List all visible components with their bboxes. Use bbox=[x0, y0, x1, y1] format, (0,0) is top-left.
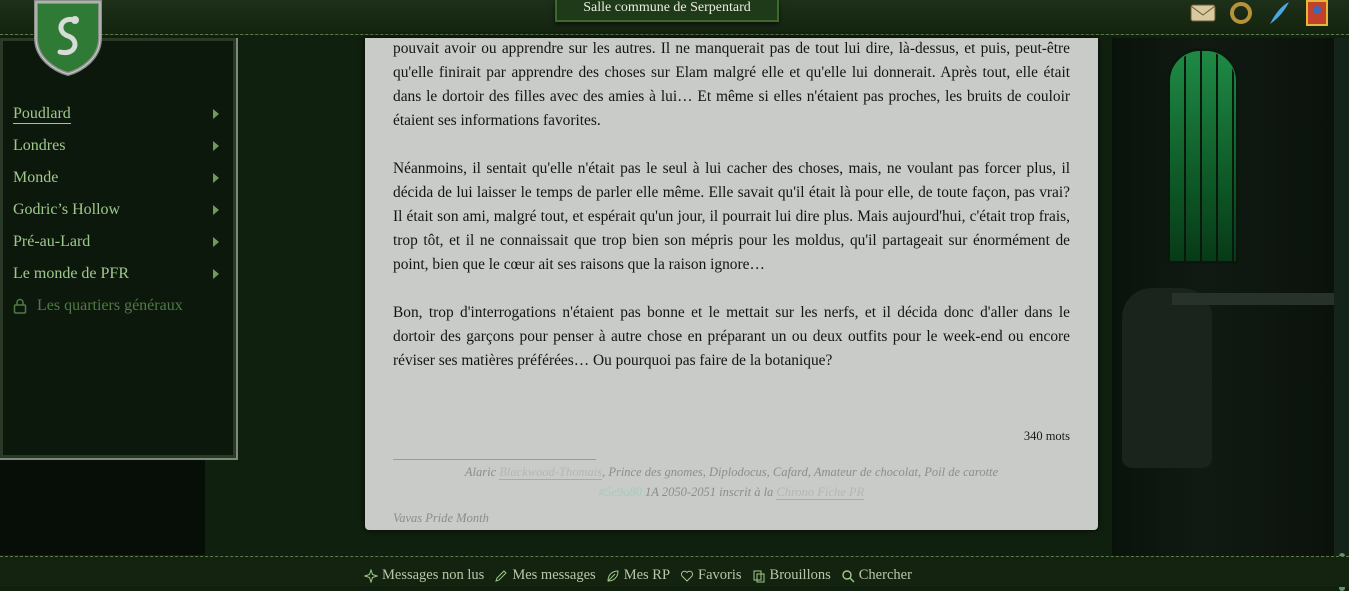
chevron-right-icon bbox=[213, 269, 219, 279]
unread-messages-link[interactable] bbox=[364, 567, 484, 584]
word-count: 340 mots bbox=[1023, 429, 1070, 443]
nav-item-pre-au-lard[interactable] bbox=[13, 226, 223, 258]
nav-item-label: Le monde de PFR bbox=[13, 264, 129, 282]
signature-surname-link[interactable]: Blackwood-Thomais bbox=[499, 465, 603, 479]
signature-hash: #5e9a80 bbox=[598, 485, 642, 499]
portrait-icon[interactable] bbox=[1303, 0, 1331, 26]
my-messages-link[interactable] bbox=[494, 567, 595, 584]
nav-list bbox=[13, 98, 223, 322]
top-bar bbox=[0, 0, 1349, 35]
envelope-icon[interactable] bbox=[1189, 0, 1217, 26]
link-label: Brouillons bbox=[769, 567, 831, 583]
nav-item-label: Londres bbox=[13, 136, 66, 154]
chevron-right-icon bbox=[213, 141, 219, 151]
my-rp-link[interactable] bbox=[606, 567, 670, 584]
chevron-right-icon bbox=[213, 237, 219, 247]
nav-item-label: Les quartiers généraux bbox=[37, 297, 183, 314]
ring-icon[interactable] bbox=[1227, 0, 1255, 26]
nav-item-label: Pré-au-Lard bbox=[13, 232, 91, 250]
bottom-links bbox=[364, 567, 912, 584]
heart-icon bbox=[680, 569, 694, 583]
post-paragraph: pouvait avoir ou apprendre sur les autres. Il ne manquerait pas de tout lui dire, là-dessus, et puis, peut-être qu'elle finirait par apprendre des choses sur Elam malgré elle et qu'elle lui donnerait. Après tout, elle était dans le dortoir des filles avec des amies à lui… Et même si elles n'étaient pas proches, les bruits de couloir étaient ses informations favorites. bbox=[393, 40, 1070, 129]
signature-footer: Vavas Pride Month bbox=[393, 511, 489, 525]
window-sill bbox=[1172, 293, 1334, 305]
bottom-bar bbox=[0, 556, 1349, 587]
nav-item-quartiers-generaux[interactable] bbox=[13, 290, 223, 322]
stained-window bbox=[1167, 48, 1239, 264]
nav-item-monde-pfr[interactable] bbox=[13, 258, 223, 290]
slytherin-crest-icon bbox=[30, 0, 106, 74]
signature-titles: , Prince des gnomes, Diplodocus, Cafard, Amateur de chocolat, Poil de carotte bbox=[602, 465, 999, 479]
link-label: Favoris bbox=[698, 567, 742, 583]
nav-item-godrics-hollow[interactable] bbox=[13, 194, 223, 226]
drafts-link[interactable] bbox=[752, 567, 831, 584]
link-label: Mes messages bbox=[512, 567, 596, 583]
link-label: Chercher bbox=[858, 567, 912, 583]
search-icon bbox=[841, 569, 855, 583]
lock-icon bbox=[13, 298, 27, 314]
background-scene bbox=[1112, 38, 1334, 556]
chevron-right-icon bbox=[213, 109, 219, 119]
signature-year: 1A 2050-2051 inscrit à la bbox=[641, 485, 777, 499]
sparkle-icon bbox=[364, 569, 378, 583]
favorites-link[interactable] bbox=[680, 567, 742, 584]
post-body bbox=[393, 38, 1070, 397]
armchair bbox=[1122, 288, 1212, 468]
post-paragraph: Néanmoins, il sentait qu'elle n'était pas le seul à lui cacher des choses, mais, ne voulant pas forcer plus, il décida de lui laisser le temps de parler elle même. Elle savait qu'il était là pour elle, de toute façon, pas vrai? Il était son ami, malgré tout, et espérait qu'un jour, il pourrait lui dire plus. Mais aujourd'hui, c'était trop frais, trop tôt, et il ne connaissait que trop bien son mépris pour les moldus, qu'il partageait sur énormément de point, bien que le cœur ait ses raisons que la raison ignore… bbox=[393, 160, 1070, 273]
drafts-icon bbox=[752, 569, 766, 583]
chrono-fiche-link[interactable]: Chrono Fiche PR bbox=[776, 485, 865, 499]
top-icons bbox=[1189, 0, 1331, 26]
link-label: Messages non lus bbox=[382, 567, 485, 583]
nav-item-poudlard[interactable] bbox=[13, 98, 223, 130]
nav-item-label: Godric’s Hollow bbox=[13, 200, 121, 218]
left-bottom-background bbox=[0, 460, 205, 555]
chevron-right-icon bbox=[213, 205, 219, 215]
nav-item-label: Monde bbox=[13, 168, 59, 186]
quill-icon[interactable] bbox=[1265, 0, 1293, 26]
post-card bbox=[365, 38, 1098, 530]
signature-first-name: Alaric bbox=[464, 465, 497, 479]
signature bbox=[393, 465, 1070, 526]
search-link[interactable] bbox=[841, 567, 912, 584]
post-paragraph: Bon, trop d'interrogations n'étaient pas bonne et le mettait sur les nerfs, et il décida donc d'aller dans le dortoir des garçons pour penser à autre chose en préparant un ou deux outfits pour le week-end ou encore réviser ses matières préférées… Ou pourquoi pas faire de la botanique? bbox=[393, 304, 1070, 369]
nav-item-londres[interactable] bbox=[13, 130, 223, 162]
nav-panel bbox=[0, 38, 238, 460]
nav-item-monde[interactable] bbox=[13, 162, 223, 194]
link-label: Mes RP bbox=[623, 567, 671, 583]
nav-item-label: Poudlard bbox=[13, 104, 71, 122]
scrollbar[interactable] bbox=[1334, 38, 1349, 556]
chevron-right-icon bbox=[213, 173, 219, 183]
signature-divider bbox=[393, 459, 596, 460]
room-title: Salle commune de Serpentard bbox=[555, 0, 779, 22]
leaf-icon bbox=[606, 569, 620, 583]
pencil-icon bbox=[494, 569, 508, 583]
